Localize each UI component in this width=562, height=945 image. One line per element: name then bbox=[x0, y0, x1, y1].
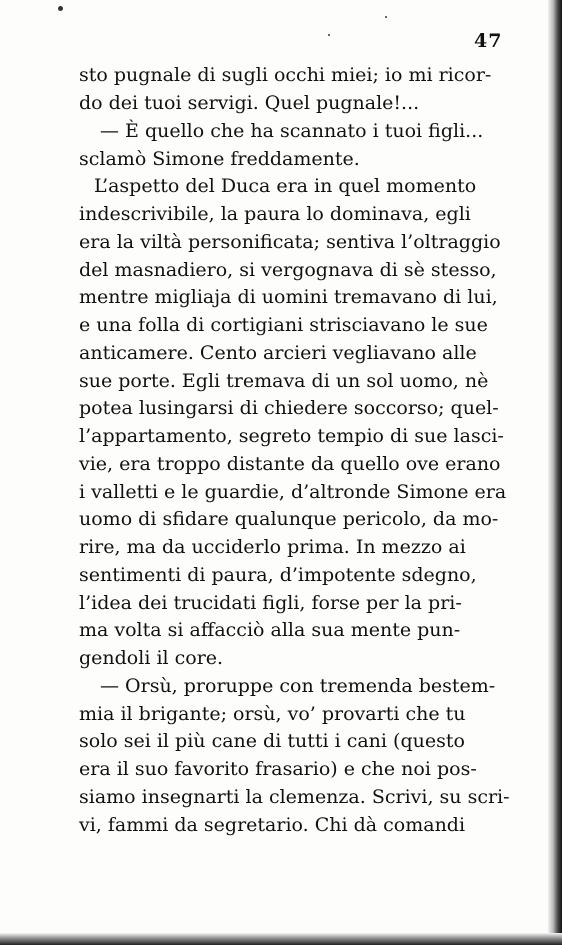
text-line: vie, era troppo distante da quello ove erano bbox=[79, 453, 501, 475]
page-bottom-shadow bbox=[0, 933, 562, 945]
text-line: vi, fammi da segretario. Chi dà comandi bbox=[79, 814, 466, 836]
text-line: potea lusingarsi di chiedere soccorso; quel- bbox=[79, 397, 499, 419]
text-line: do dei tuoi servigi. Quel pugnale!... bbox=[79, 92, 420, 114]
text-line: sentimenti di paura, d’impotente sdegno, bbox=[79, 564, 477, 586]
text-line: gendoli il core. bbox=[79, 647, 224, 669]
text-line: e una folla di cortigiani strisciavano le sue bbox=[79, 314, 488, 336]
text-line: l’appartamento, segreto tempio di sue lasci- bbox=[79, 425, 504, 447]
text-line: sto pugnale di sugli occhi miei; io mi ricor- bbox=[79, 64, 492, 86]
text-line: siamo insegnarti la clemenza. Scrivi, su scri- bbox=[79, 786, 510, 808]
page-edge-shadow bbox=[548, 0, 562, 945]
text-line: era il suo favorito frasario) e che noi pos- bbox=[79, 758, 477, 780]
text-line: indescrivibile, la paura lo dominava, egli bbox=[79, 203, 471, 225]
text-line: L’aspetto del Duca era in quel momento bbox=[94, 175, 477, 197]
text-line: mentre migliaja di uomini tremavano di lui, bbox=[79, 286, 498, 308]
text-line: del masnadiero, si vergognava di sè stesso, bbox=[79, 259, 497, 281]
text-line: i valletti e le guardie, d’altronde Simone era bbox=[79, 481, 507, 503]
text-line: sclamò Simone freddamente. bbox=[79, 148, 360, 170]
text-line: l’idea dei trucidati figli, forse per la pri- bbox=[79, 592, 462, 614]
text-line: anticamere. Cento arcieri vegliavano alle bbox=[79, 342, 477, 364]
text-line: rire, ma da ucciderlo prima. In mezzo ai bbox=[79, 536, 466, 558]
text-line: mia il brigante; orsù, vo’ provarti che tu bbox=[79, 703, 466, 725]
text-line: sue porte. Egli tremava di un sol uomo, nè bbox=[79, 370, 489, 392]
text-line: — Orsù, proruppe con tremenda bestem- bbox=[100, 675, 496, 697]
text-line: — È quello che ha scannato i tuoi figli... bbox=[100, 120, 484, 142]
text-line: uomo di sfidare qualunque pericolo, da mo- bbox=[79, 508, 499, 530]
text-line: ma volta si affacciò alla sua mente pun- bbox=[79, 619, 461, 641]
page-number: 47 bbox=[474, 30, 503, 52]
text-line: era la viltà personificata; sentiva l’oltraggio bbox=[79, 231, 501, 253]
text-line: solo sei il più cane di tutti i cani (questo bbox=[79, 730, 465, 752]
